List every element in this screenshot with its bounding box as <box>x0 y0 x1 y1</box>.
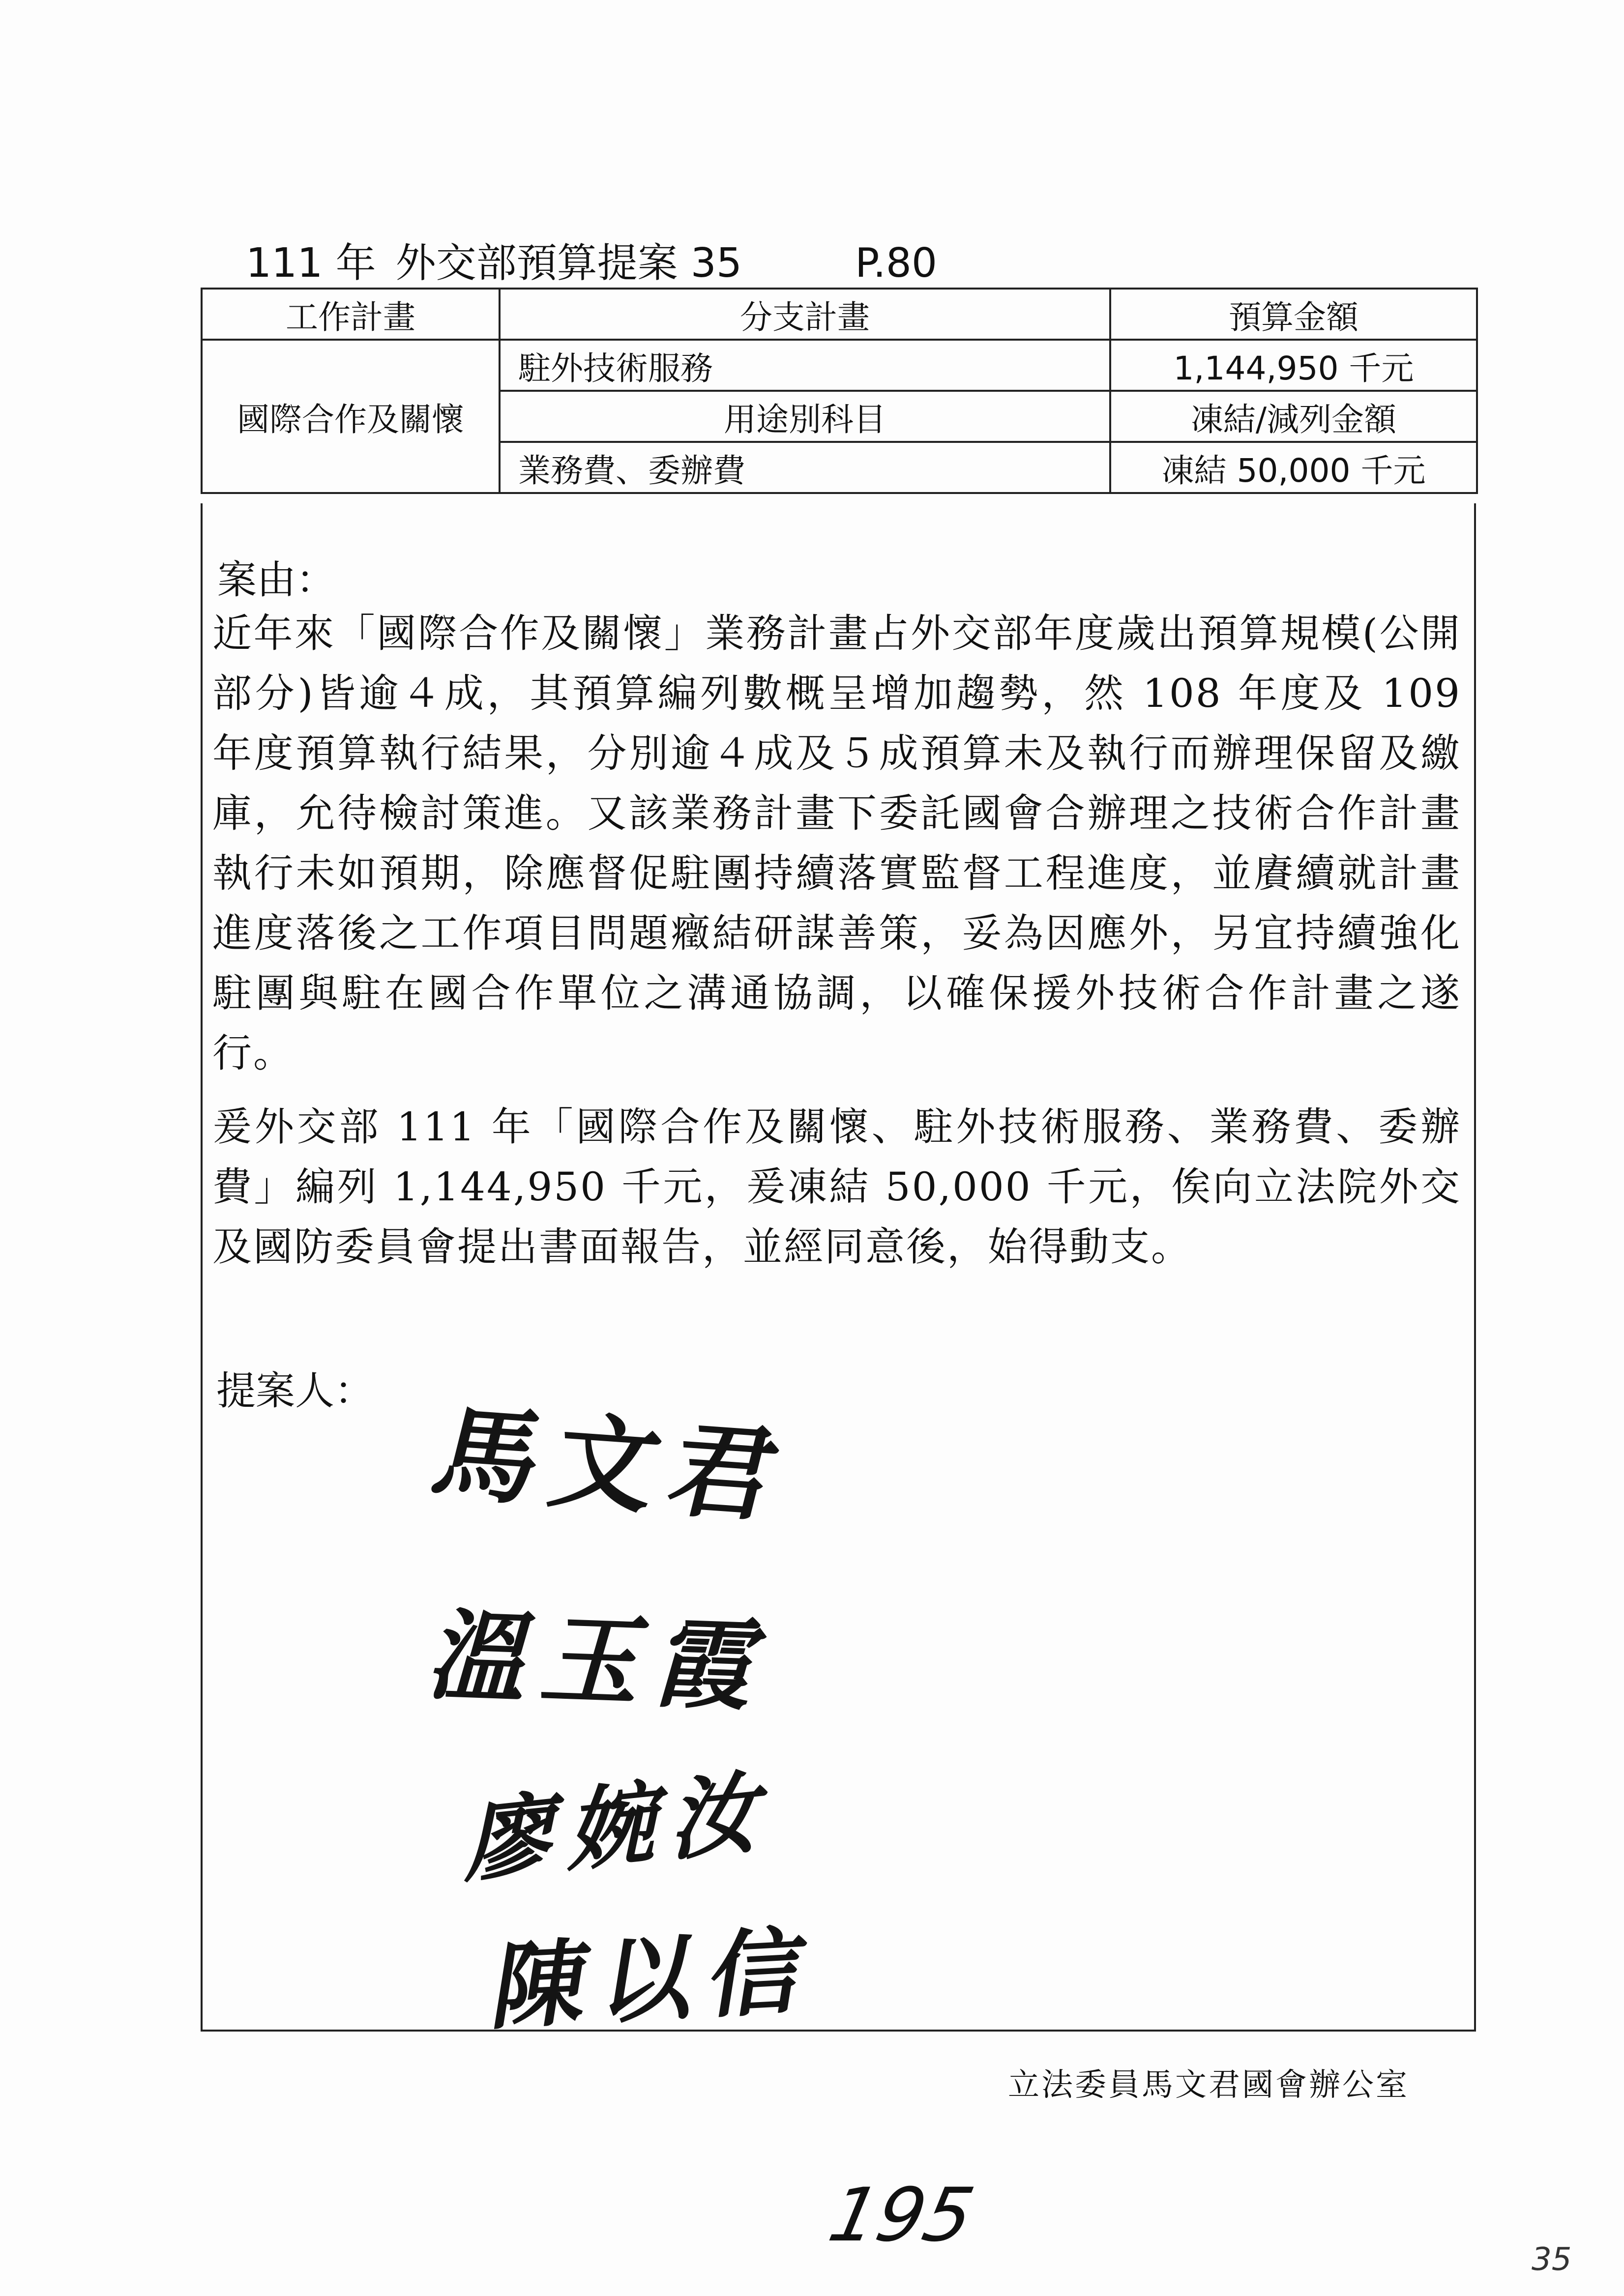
col-header-budget-amount: 預算金額 <box>1110 289 1477 340</box>
col-header-freeze-cut-amount: 凍結/減列金額 <box>1110 391 1477 442</box>
proposer-label: 提案人： <box>216 1368 374 1414</box>
freeze-amount-cell: 凍結 50,000 千元 <box>1110 442 1477 493</box>
table-header-row <box>202 289 1477 340</box>
resolution-paragraph: 爰外交部 111 年「國際合作及關懷、駐外技術服務、業務費、委辦費」編列 1,144,950 千元，爰凍結 50,000 千元，俟向立法院外交及國防委員會提出書面報告，並經同意後，始得動支。 <box>212 1104 1461 1270</box>
handwritten-signature: 溫玉霞 <box>418 1599 791 1725</box>
table-row <box>202 340 1477 391</box>
col-header-sub-plan: 分支計畫 <box>500 289 1110 340</box>
document-header <box>246 231 937 289</box>
col-header-work-plan: 工作計畫 <box>202 289 500 340</box>
purpose-item-cell: 業務費、委辦費 <box>500 442 1110 493</box>
header-title: 外交部預算提案 35 <box>395 240 742 287</box>
handwritten-signature: 陳以信 <box>485 1916 827 2043</box>
sub-plan-cell: 駐外技術服務 <box>500 340 1110 391</box>
handwritten-signature: 馬文君 <box>422 1394 805 1537</box>
reason-label: 案由： <box>217 557 335 603</box>
header-year: 111 年 <box>246 240 376 287</box>
budget-table <box>201 288 1478 494</box>
work-plan-cell: 國際合作及關懷 <box>202 340 500 493</box>
corner-number: 35 <box>1532 2241 1572 2278</box>
page-number: 195 <box>822 2173 981 2258</box>
office-name: 立法委員馬文君國會辦公室 <box>1008 2067 1409 2103</box>
reason-paragraph: 近年來「國際合作及關懷」業務計畫占外交部年度歲出預算規模(公開部分)皆逾４成，其預算編列數概呈增加趨勢，然 108 年度及 109 年度預算執行結果，分別逾４成及５成預算未及執行而辦理保留及繳庫，允待檢討策進。又該業務計畫下委託國會合辦理之技術合作計畫執行未如預期，除應督促駐團持續落實監督工程進度，並賡續就計畫進度落後之工作項目問題癥結研謀善策，妥為因應外，另宜持續強化駐團與駐在國合作單位之溝通協調，以確保援外技術合作計畫之遂行。 <box>212 610 1461 1076</box>
budget-amount-cell: 1,144,950 千元 <box>1110 340 1477 391</box>
header-page-ref: P.80 <box>855 240 938 287</box>
handwritten-signature: 廖婉汝 <box>460 1757 791 1896</box>
col-header-purpose-item: 用途別科目 <box>500 391 1110 442</box>
